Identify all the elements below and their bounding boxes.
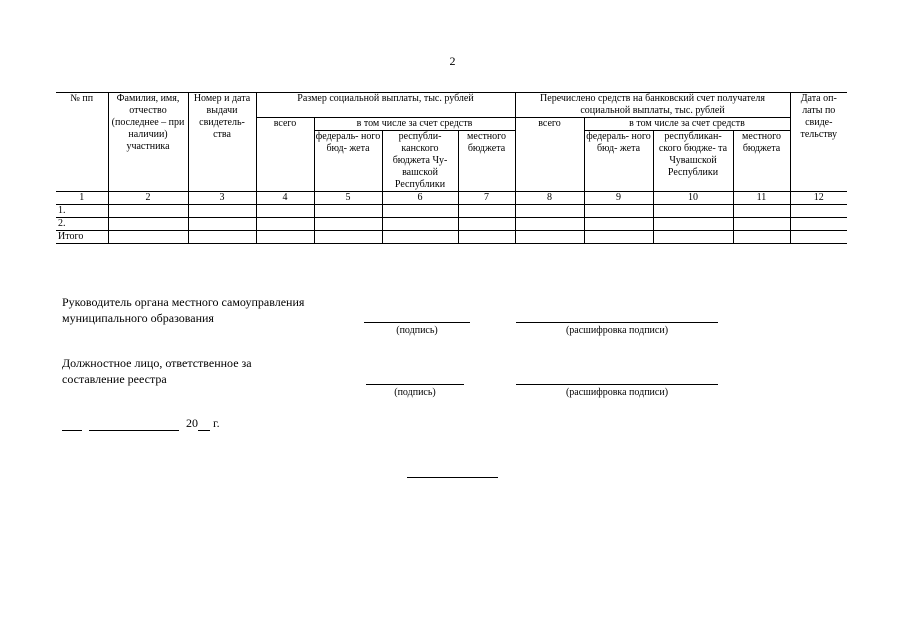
column-number: 10	[653, 192, 733, 205]
header-payment-federal: федераль- ного бюд- жета	[314, 131, 382, 192]
header-payment-date: Дата оп- латы по свиде- тельству	[790, 93, 847, 192]
year-prefix: 20	[186, 416, 198, 430]
column-number: 5	[314, 192, 382, 205]
header-transferred-local: местного бюджета	[733, 131, 790, 192]
year-blank	[198, 418, 210, 431]
head-decoding-line	[516, 322, 718, 323]
month-blank	[89, 418, 179, 431]
header-payment-republic: республи- канского бюджета Чу- вашской Республики	[382, 131, 458, 192]
row-label: 2.	[56, 218, 108, 231]
header-transferred-republic: республикан- ского бюдже- та Чувашской Республики	[653, 131, 733, 192]
table-row-total	[56, 231, 847, 244]
column-number: 12	[790, 192, 847, 205]
year-suffix: г.	[210, 416, 220, 430]
column-number: 4	[256, 192, 314, 205]
column-number: 3	[188, 192, 256, 205]
official-decoding-line	[516, 384, 718, 385]
registry-table	[56, 92, 847, 244]
table-row	[56, 205, 847, 218]
official-signature-line	[366, 384, 464, 385]
column-number: 2	[108, 192, 188, 205]
official-decoding-caption: (расшифровка подписи)	[565, 387, 669, 398]
header-full-name: Фамилия, имя, отчество (последнее – при наличии) участника	[108, 93, 188, 192]
head-title: Руководитель органа местного самоуправления муниципального образования	[62, 295, 305, 325]
row-label: 1.	[56, 205, 108, 218]
column-number: 6	[382, 192, 458, 205]
head-signature-caption: (подпись)	[396, 325, 438, 336]
column-number: 9	[584, 192, 653, 205]
header-transferred-federal: федераль- ного бюд- жета	[584, 131, 653, 192]
header-transferred-including: в том числе за счет средств	[584, 118, 790, 131]
column-number: 7	[458, 192, 515, 205]
column-number: 8	[515, 192, 584, 205]
column-numbers-row	[56, 192, 847, 205]
day-blank	[62, 418, 82, 431]
header-payment-local: местного бюджета	[458, 131, 515, 192]
header-certificate: Номер и дата выдачи свидетель- ства	[188, 93, 256, 192]
table-row	[56, 218, 847, 231]
row-label-total: Итого	[56, 231, 108, 244]
date-line	[62, 416, 220, 431]
head-signature-line	[364, 322, 470, 323]
column-number: 11	[733, 192, 790, 205]
page-number: 2	[449, 54, 456, 68]
end-rule	[407, 477, 498, 478]
column-number: 1	[56, 192, 108, 205]
header-payment-size: Размер социальной выплаты, тыс. рублей	[256, 93, 515, 118]
head-decoding-caption: (расшифровка подписи)	[565, 325, 669, 336]
official-title: Должностное лицо, ответственное за составление реестра	[62, 356, 252, 386]
header-payment-total: всего	[256, 118, 314, 192]
header-transferred-total: всего	[515, 118, 584, 192]
header-row-1	[56, 93, 847, 118]
header-transferred: Перечислено средств на банковский счет получателя социальной выплаты, тыс. рублей	[515, 93, 790, 118]
official-signature-caption: (подпись)	[394, 387, 436, 398]
header-number: № пп	[56, 93, 108, 192]
header-payment-including: в том числе за счет средств	[314, 118, 515, 131]
